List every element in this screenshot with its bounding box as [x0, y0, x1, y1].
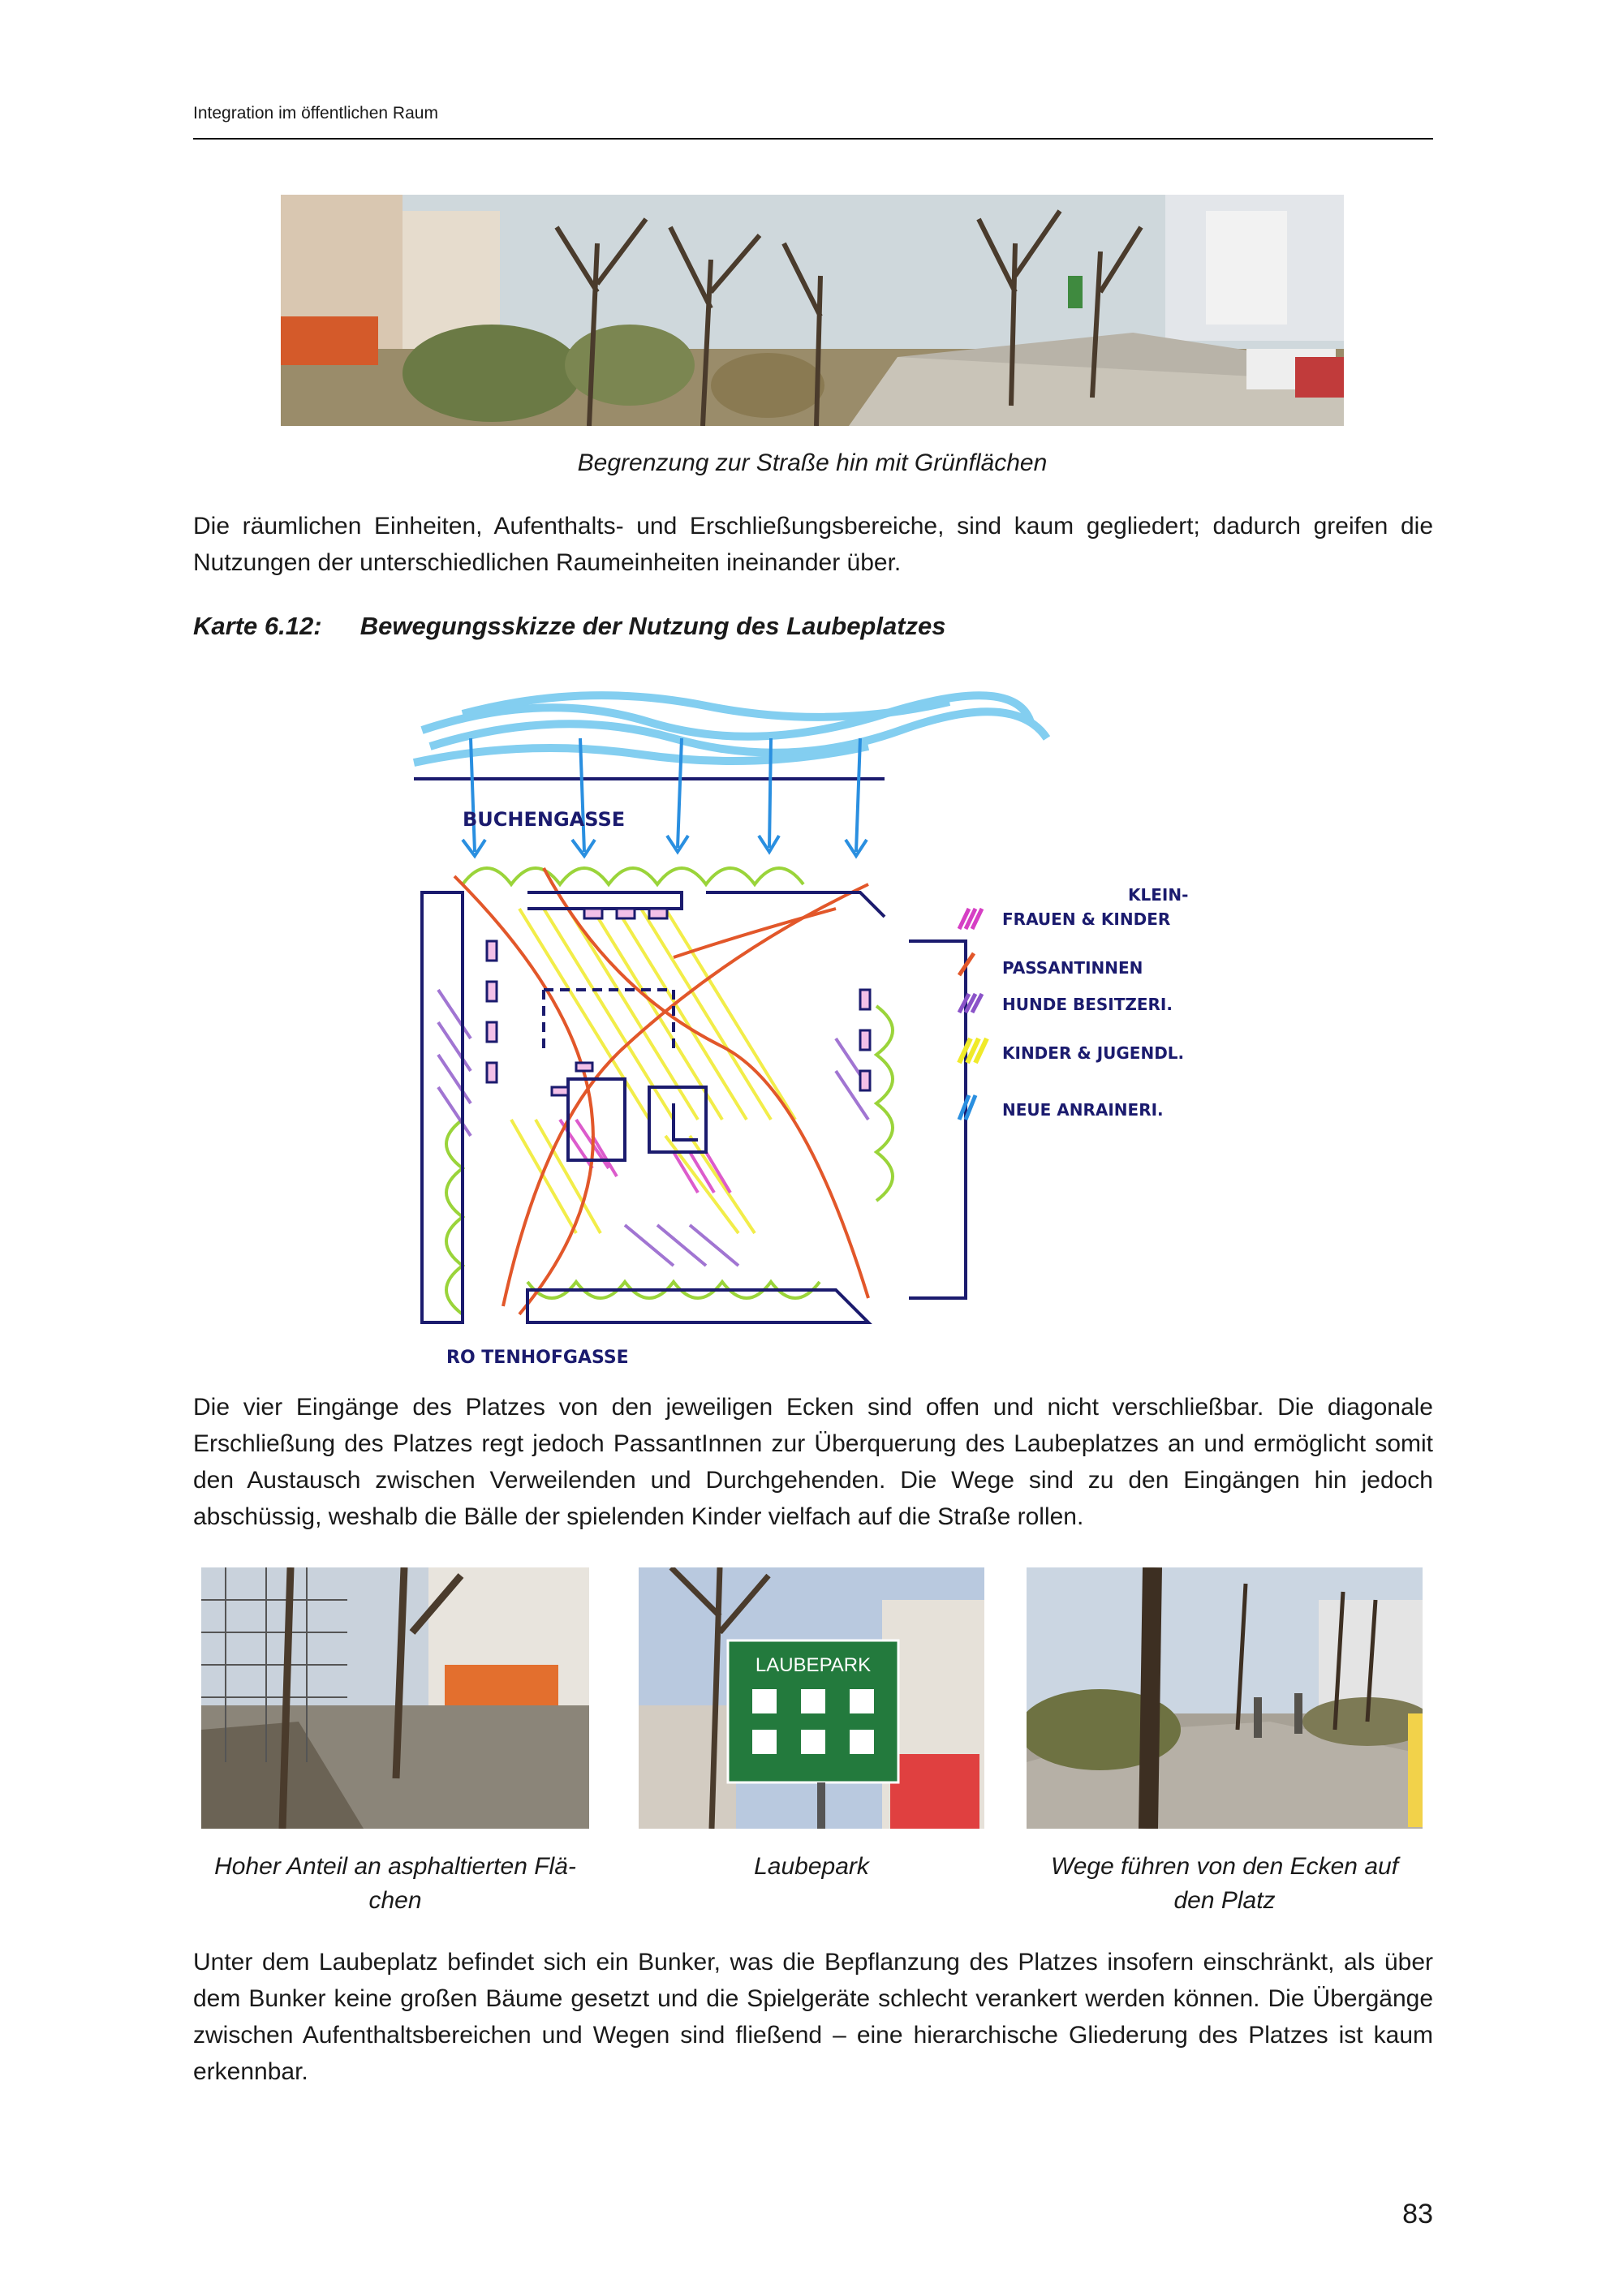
photo-paths-from-corners	[1027, 1567, 1423, 1829]
photo-caption-1-line-2: chen	[368, 1887, 422, 1914]
paragraph-2: Die vier Eingänge des Platzes von den jeweiligen Ecken sind offen und nicht verschließbar. Die diagonale Erschließung des Platzes regt jedoch PassantInnen zur Überquerung des Laubeplatzes an und ermöglicht somit den Austausch zwischen Verweilenden und Durchgehenden. Die Wege sind zu den Eingängen hin jedoch abschüssig, weshalb die Bälle der spielenden Kinder vielfach auf die Straße rollen.	[193, 1394, 1433, 1530]
paragraph-3: Unter dem Laubeplatz befindet sich ein Bunker, was die Bepflanzung des Platzes insofern einschränkt, als über dem Bunker keine großen Bäume gesetzt und die Spielgeräte schlecht verankert werden können. Die Übergänge zwischen Aufenthaltsbereichen und Wegen sind fließend – eine hierarchische Gliederung des Platzes ist kaum erkennbar.	[193, 1949, 1433, 2085]
photo-asphalt	[201, 1567, 589, 1829]
photo-laubepark-sign	[639, 1567, 984, 1829]
legend-5-text: NEUE ANRAINERI.	[1002, 1100, 1164, 1120]
map-heading-label: Karte 6.12:	[193, 612, 322, 640]
photo-caption-3-line-2: den Platz	[1173, 1887, 1276, 1914]
street-bottom-label: RO TENHOFGASSE	[446, 1348, 629, 1368]
photo-caption-1-line-1: Hoher Anteil an asphaltierten Flä-	[214, 1853, 576, 1880]
running-header: Integration im öffentlichen Raum	[193, 104, 438, 123]
paragraph-1: Die räumlichen Einheiten, Aufenthalts- und Erschließungsbereiche, sind kaum gegliedert; dadurch greifen die Nutzungen der unterschiedlichen Raumeinheiten ineinander über.	[193, 513, 1433, 576]
photo-caption-3	[1027, 1850, 1423, 1918]
street-top-label: BUCHENGASSE	[463, 808, 626, 831]
legend-2-text: PASSANTINNEN	[1002, 958, 1143, 978]
legend-4-text: KINDER & JUGENDL.	[1002, 1043, 1185, 1063]
panorama-photo	[281, 195, 1344, 426]
panorama-caption: Begrenzung zur Straße hin mit Grünflächen	[577, 449, 1048, 476]
legend-1-line-2: FRAUEN & KINDER	[1002, 909, 1171, 929]
map-heading	[193, 612, 1433, 641]
legend-3-text: HUNDE BESITZERI.	[1002, 995, 1173, 1014]
movement-sketch	[381, 665, 1258, 1379]
photo-caption-3-line-1: Wege führen von den Ecken auf	[1050, 1853, 1399, 1880]
photo-caption-2	[639, 1850, 984, 1884]
legend-1-line-1: KLEIN-	[1128, 885, 1189, 905]
photo-caption-2-line-1: Laubepark	[754, 1853, 869, 1880]
sign-title: LAUBEPARK	[755, 1654, 872, 1676]
photo-caption-1	[201, 1850, 589, 1918]
header-rule	[193, 138, 1433, 140]
map-heading-title: Bewegungsskizze der Nutzung des Laubeplatzes	[359, 612, 946, 640]
page-number: 83	[1402, 2199, 1433, 2229]
